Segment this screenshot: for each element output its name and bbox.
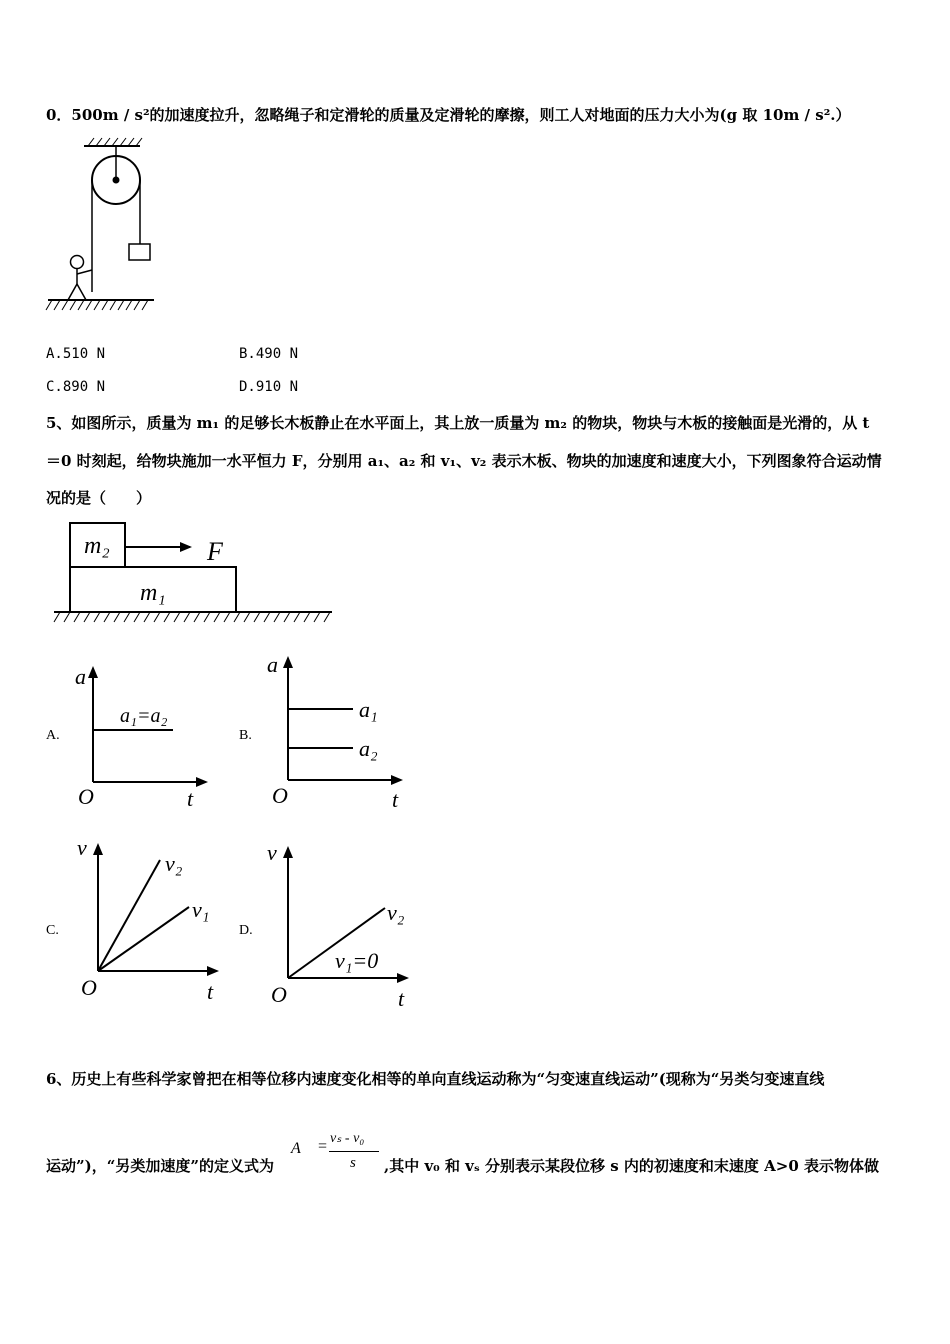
graph-d-origin: O: [271, 982, 287, 1007]
q6-line1: 6、历史上有些科学家曾把在相等位移内速度变化相等的单向直线运动称为“匀变速直线运动”(现称为“另类匀变速直线: [46, 1070, 825, 1088]
graph-b-y-label: a: [267, 652, 278, 677]
block-bottom-label: m₁: [140, 580, 166, 606]
formula-lhs: A: [291, 1140, 301, 1157]
q6-line2b: ,其中 v₀ 和 vₛ 分别表示某段位移 s 内的初速度和末速度 A>0 表示物体做: [384, 1157, 880, 1175]
graph-d: [265, 838, 425, 1011]
graph-a: [70, 660, 220, 810]
q5-line2: ＝0 时刻起，给物块施加一水平恒力 F，分别用 a₁、a₂ 和 v₁、v₂ 表示木板、物块的加速度和速度大小，下列图象符合运动情: [46, 452, 882, 470]
option-c: C.890 N: [46, 379, 106, 395]
graph-c-x-label: t: [207, 979, 214, 1004]
graph-b-label-1: a₁: [359, 697, 378, 722]
q5-line1: 5、如图所示，质量为 m₁ 的足够长木板静止在水平面上，其上放一质量为 m₂ 的物块，物块与木板的接触面是光滑的，从 t: [46, 414, 870, 432]
graph-option-b: B.: [239, 728, 252, 743]
graph-b-label-2: a₂: [359, 736, 378, 761]
graph-d-x-label: t: [398, 986, 405, 1011]
graph-option-c: C.: [46, 923, 59, 938]
pulley-figure: [40, 132, 170, 322]
fraction-bar: [329, 1151, 379, 1152]
formula-numerator: vₛ - v₀: [330, 1131, 365, 1146]
graph-c-label-1: v₂: [165, 851, 183, 876]
graph-d-label-1: v₂: [387, 900, 405, 925]
graph-a-origin: O: [78, 784, 94, 809]
option-a: A.510 N: [46, 346, 106, 362]
q5-line3: 况的是（ ）: [46, 489, 152, 507]
force-label: F: [207, 537, 223, 566]
graph-c-y-label: v: [77, 835, 87, 860]
q4-stem: 0．500m / s²的加速度拉升，忽略绳子和定滑轮的质量及定滑轮的摩擦，则工人对地面的压力大小为(g 取 10m / s².）: [46, 106, 851, 124]
graph-c-origin: O: [81, 975, 97, 1000]
formula-denominator: s: [350, 1155, 356, 1171]
graph-c: [75, 835, 235, 1005]
option-d: D.910 N: [239, 379, 299, 395]
blocks-figure: [50, 520, 340, 630]
q6-line2a: 运动”)，“另类加速度”的定义式为: [46, 1157, 274, 1175]
graph-a-x-label: t: [187, 786, 194, 811]
graph-option-a: A.: [46, 728, 60, 743]
graph-d-label-2: v₁=0: [335, 948, 379, 973]
block-top-label: m₂: [84, 533, 110, 559]
graph-d-y-label: v: [267, 840, 277, 865]
graph-b: [265, 650, 415, 810]
option-b: B.490 N: [239, 346, 299, 362]
graph-b-x-label: t: [392, 787, 399, 812]
graph-a-y-label: a: [75, 664, 86, 689]
graph-b-origin: O: [272, 783, 288, 808]
graph-c-label-2: v₁: [192, 897, 210, 922]
graph-option-d: D.: [239, 923, 253, 938]
formula-eq: =: [318, 1138, 328, 1155]
graph-a-line-label: a₁=a₂: [120, 705, 168, 727]
